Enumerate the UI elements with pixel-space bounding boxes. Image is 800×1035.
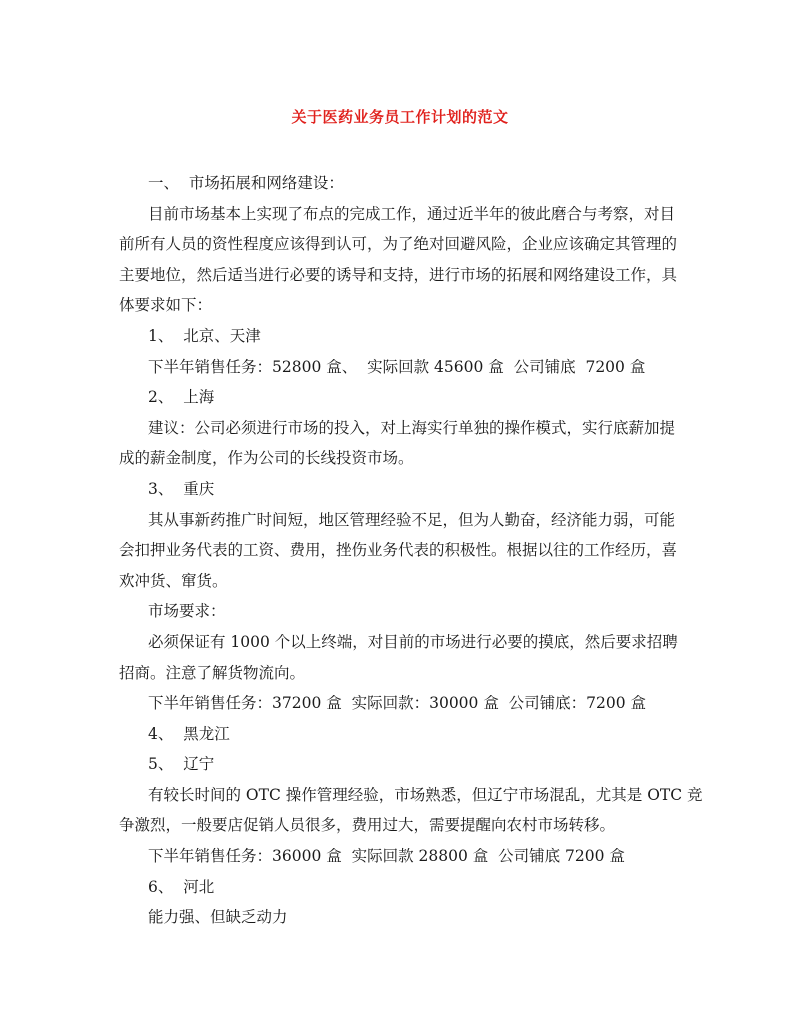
paragraph-line: 目前市场基本上实现了布点的完成工作，通过近半年的彼此磨合与考察，对目	[148, 204, 676, 223]
paragraph-line: 必须保证有 1000 个以上终端，对目前的市场进行必要的摸底，然后要求招聘	[148, 632, 678, 651]
paragraph-line: 招商。注意了解货物流向。	[119, 663, 306, 682]
paragraph-line: 前所有人员的资性程度应该得到认可，为了绝对回避风险，企业应该确定其管理的	[119, 235, 678, 254]
paragraph-line: 主要地位，然后适当进行必要的诱导和支持，进行市场的拓展和网络建设工作，具	[119, 265, 678, 284]
paragraph-line: 争激烈，一般要店促销人员很多，费用过大，需要提醒向农村市场转移。	[119, 816, 616, 835]
document-body	[119, 168, 703, 933]
region-heading-shanghai: 2、 上海	[148, 388, 215, 407]
section-heading-market-expansion: 一、 市场拓展和网络建设：	[148, 174, 344, 192]
region-heading-beijing-tianjin: 1、 北京、天津	[148, 326, 261, 345]
region-heading-liaoning: 5、 辽宁	[148, 755, 215, 774]
paragraph-line: 能力强、但缺乏动力	[148, 908, 288, 927]
region-heading-chongqing: 3、 重庆	[148, 479, 215, 498]
paragraph-line: 会扣押业务代表的工资、费用，挫伤业务代表的积极性。根据以往的工作经历，喜	[119, 541, 678, 560]
paragraph-line: 其从事新药推广时间短，地区管理经验不足，但为人勤奋，经济能力弱，可能	[148, 510, 676, 529]
subheading-market-requirements: 市场要求：	[148, 602, 226, 621]
region-heading-hebei: 6、 河北	[148, 877, 215, 896]
sales-target-line: 下半年销售任务：36000 盒 实际回款 28800 盒 公司铺底 7200 盒	[148, 847, 625, 866]
region-heading-heilongjiang: 4、 黑龙江	[148, 724, 230, 743]
paragraph-line: 体要求如下：	[119, 296, 213, 315]
paragraph-line: 成的薪金制度，作为公司的长线投资市场。	[119, 449, 414, 468]
paragraph-line: 有较长时间的 OTC 操作管理经验，市场熟悉，但辽宁市场混乱，尤其是 OTC 竞	[148, 785, 703, 804]
sales-target-line: 下半年销售任务：52800 盒、 实际回款 45600 盒 公司铺底 7200 盒	[148, 357, 646, 376]
paragraph-line: 建议：公司必须进行市场的投入，对上海实行单独的操作模式，实行底薪加提	[148, 418, 676, 437]
sales-target-line: 下半年销售任务：37200 盒 实际回款：30000 盒 公司铺底：7200 盒	[148, 694, 647, 713]
paragraph-line: 欢冲货、窜货。	[119, 571, 228, 590]
document-title: 关于医药业务员工作计划的范文	[291, 108, 509, 126]
